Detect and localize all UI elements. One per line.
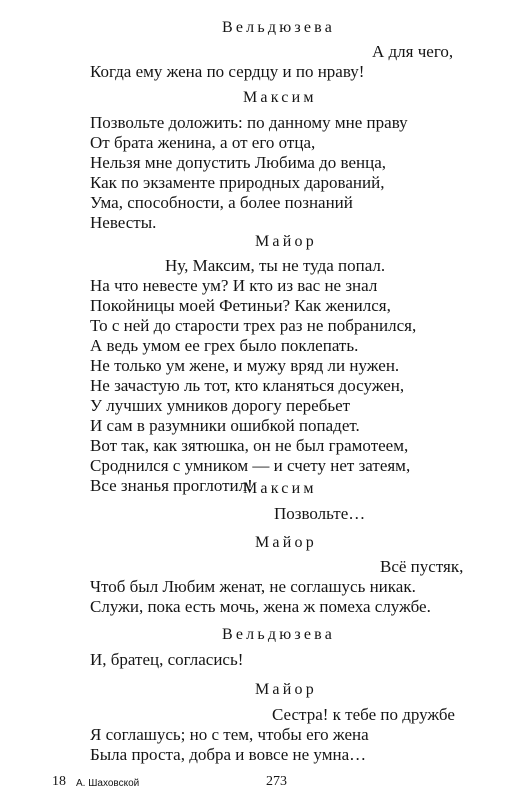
verse-line: Была проста, добра и вовсе не умна… <box>90 745 367 764</box>
verse-line: Я соглашусь; но с тем, чтобы его жена <box>90 725 369 744</box>
signature-number: 18 <box>52 774 66 789</box>
verse-line: Все знанья проглотил! <box>90 476 253 495</box>
verse-line: Не зачастую ль тот, кто кланяться досужен, <box>90 376 405 395</box>
verse-line: То с ней до старости трех раз не побранился, <box>90 316 417 335</box>
speaker-name: Майор <box>255 681 317 698</box>
verse-line: Нельзя мне допустить Любима до венца, <box>90 153 387 172</box>
verse-line: У лучших умников дорогу перебьет <box>90 396 351 415</box>
speaker-name: Вельдюзева <box>222 626 336 643</box>
verse-line: Как по экзаменте природных дарований, <box>90 173 385 192</box>
speaker-name: Майор <box>255 233 317 250</box>
verse-line: И, братец, согласись! <box>90 650 244 669</box>
verse-line: Вот так, как зятюшка, он не был грамотеем, <box>90 436 409 455</box>
verse-line: Ну, Максим, ты не туда попал. <box>165 256 386 275</box>
speaker-name: Максим <box>243 480 317 497</box>
verse-line: Когда ему жена по сердцу и по нраву! <box>90 62 365 81</box>
verse-line: Позвольте доложить: по данному мне праву <box>90 113 408 132</box>
verse-line: Ума, способности, а более познаний <box>90 193 353 212</box>
verse-line: Всё пустяк, <box>380 557 464 576</box>
verse-line: Покойницы моей Фетиньи? Как женился, <box>90 296 391 315</box>
verse-line: Не только ум жене, и мужу вряд ли нужен. <box>90 356 400 375</box>
verse-line: Сроднился с умником — и счету нет затеям, <box>90 456 411 475</box>
verse-line: А для чего, <box>372 42 454 61</box>
verse-line: И сам в разумники ошибкой попадет. <box>90 416 360 435</box>
verse-line: А ведь умом ее грех было поклепать. <box>90 336 359 355</box>
verse-line: Невесты. <box>90 213 157 232</box>
verse-line: От брата женина, а от его отца, <box>90 133 316 152</box>
speaker-name: Максим <box>243 89 317 106</box>
verse-line: Позвольте… <box>274 504 366 523</box>
speaker-name: Майор <box>255 534 317 551</box>
verse-line: Чтоб был Любим женат, не соглашусь никак. <box>90 577 416 596</box>
verse-line: Сестра! к тебе по дружбе <box>272 705 455 724</box>
speaker-name: Вельдюзева <box>222 19 336 36</box>
verse-line: На что невесте ум? И кто из вас не знал <box>90 276 378 295</box>
footer-author: А. Шаховской <box>76 778 140 789</box>
page-number: 273 <box>266 774 287 789</box>
verse-line: Служи, пока есть мочь, жена ж помеха службе. <box>90 597 431 616</box>
